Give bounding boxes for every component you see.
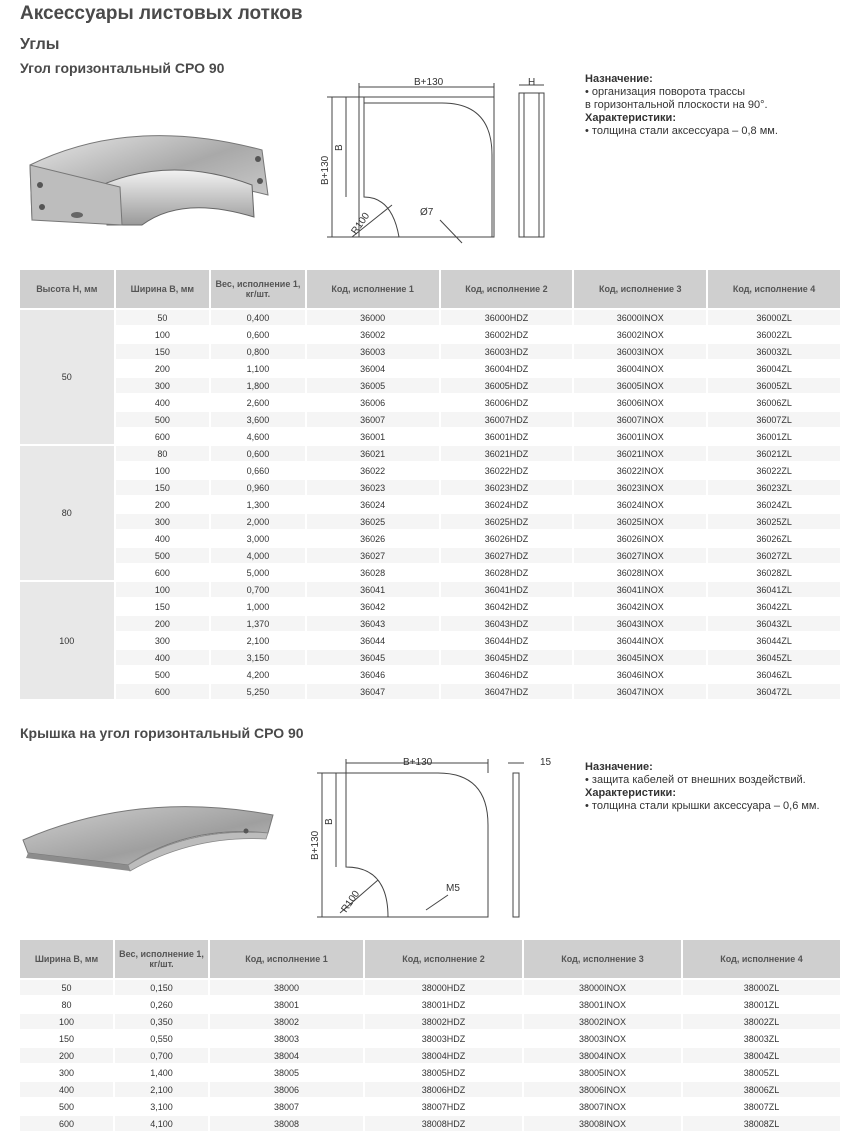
table-cell: 36028INOX xyxy=(574,565,706,580)
table-cell: 36047INOX xyxy=(574,684,706,699)
table-cell: 38004INOX xyxy=(524,1048,681,1063)
dim-top: B+130 xyxy=(403,757,433,768)
table-row xyxy=(20,497,840,512)
page-title: Аксессуары листовых лотков xyxy=(20,3,303,24)
table-cell: 38003HDZ xyxy=(365,1031,522,1046)
purpose-label: Назначение: xyxy=(585,73,653,85)
table-cell: 36001INOX xyxy=(574,429,706,444)
dim-left: B+130 xyxy=(310,830,321,860)
table-header: Вес, исполнение 1, кг/шт. xyxy=(211,270,305,308)
table-cell: 36002ZL xyxy=(708,327,840,342)
table-cell: 38006HDZ xyxy=(365,1082,522,1097)
table-header: Код, исполнение 1 xyxy=(307,270,439,308)
product2-title: Крышка на угол горизонтальный СРО 90 xyxy=(20,725,304,741)
table-row xyxy=(20,650,840,665)
table-cell: 36001HDZ xyxy=(441,429,573,444)
table-cell: 150 xyxy=(116,480,210,495)
table-cell: 400 xyxy=(20,1082,113,1097)
table-cell: 300 xyxy=(20,1065,113,1080)
table-cell: 100 xyxy=(116,582,210,597)
table-cell: 36046ZL xyxy=(708,667,840,682)
table-cell: 36022HDZ xyxy=(441,463,573,478)
table-cell: 36023 xyxy=(307,480,439,495)
table-cell: 36043 xyxy=(307,616,439,631)
dim-b: B xyxy=(324,818,335,825)
table-cell: 36025ZL xyxy=(708,514,840,529)
table-cell: 36005HDZ xyxy=(441,378,573,393)
product1-info xyxy=(585,73,845,138)
table-cell: 36021 xyxy=(307,446,439,461)
table-cell: 38000ZL xyxy=(683,980,840,995)
table-row xyxy=(20,531,840,546)
table-cell: 0,700 xyxy=(211,582,305,597)
table-cell: 36007ZL xyxy=(708,412,840,427)
table-cell: 36007 xyxy=(307,412,439,427)
table-cell: 36041 xyxy=(307,582,439,597)
table-cell: 38001HDZ xyxy=(365,997,522,1012)
table-cell: 36006INOX xyxy=(574,395,706,410)
table-cell: 36007INOX xyxy=(574,412,706,427)
table-cell: 1,370 xyxy=(211,616,305,631)
table-cell: 38007INOX xyxy=(524,1099,681,1114)
height-cell: 80 xyxy=(20,446,114,580)
table-cell: 36003HDZ xyxy=(441,344,573,359)
table-header: Ширина B, мм xyxy=(116,270,210,308)
table-cell: 300 xyxy=(116,378,210,393)
table-cell: 36044INOX xyxy=(574,633,706,648)
table-header: Код, исполнение 3 xyxy=(524,940,681,978)
table-cell: 36026 xyxy=(307,531,439,546)
table-row xyxy=(20,446,840,461)
table-cell: 36006HDZ xyxy=(441,395,573,410)
tray-corner-drawing xyxy=(312,75,562,250)
table-cell: 38002INOX xyxy=(524,1014,681,1029)
table-cell: 80 xyxy=(116,446,210,461)
table-cell: 36021INOX xyxy=(574,446,706,461)
table-cell: 38003ZL xyxy=(683,1031,840,1046)
table-cell: 38001ZL xyxy=(683,997,840,1012)
table-cell: 3,000 xyxy=(211,531,305,546)
purpose-line: • организация поворота трассы xyxy=(585,86,746,98)
table-row xyxy=(20,1048,840,1063)
table-cell: 36028HDZ xyxy=(441,565,573,580)
table-cell: 80 xyxy=(20,997,113,1012)
table-cell: 38007HDZ xyxy=(365,1099,522,1114)
table-cell: 36004HDZ xyxy=(441,361,573,376)
table-cell: 500 xyxy=(116,548,210,563)
table-cell: 0,700 xyxy=(115,1048,208,1063)
table-cell: 0,800 xyxy=(211,344,305,359)
table-cell: 200 xyxy=(116,361,210,376)
table-cell: 0,350 xyxy=(115,1014,208,1029)
table-cell: 0,600 xyxy=(211,327,305,342)
table-cell: 36004ZL xyxy=(708,361,840,376)
table-cell: 36041INOX xyxy=(574,582,706,597)
table-row xyxy=(20,1082,840,1097)
table-cell: 200 xyxy=(20,1048,113,1063)
table-cell: 36024 xyxy=(307,497,439,512)
table-cell: 300 xyxy=(116,514,210,529)
spec-line: • толщина стали аксессуара – 0,8 мм. xyxy=(585,125,778,137)
table-cell: 36021HDZ xyxy=(441,446,573,461)
cover-corner-photo xyxy=(18,795,280,885)
table-cell: 36027 xyxy=(307,548,439,563)
table-cell: 3,150 xyxy=(211,650,305,665)
table-cell: 0,550 xyxy=(115,1031,208,1046)
table-cell: 0,400 xyxy=(211,310,305,325)
table-cell: 36022INOX xyxy=(574,463,706,478)
table-cell: 38004HDZ xyxy=(365,1048,522,1063)
table-cell: 38000 xyxy=(210,980,363,995)
table-cell: 4,100 xyxy=(115,1116,208,1131)
table-cell: 150 xyxy=(116,344,210,359)
table-cell: 36045 xyxy=(307,650,439,665)
table-cell: 500 xyxy=(116,412,210,427)
table-cell: 38000INOX xyxy=(524,980,681,995)
table-cell: 0,660 xyxy=(211,463,305,478)
dim-left: B+130 xyxy=(320,155,331,185)
spec-label: Характеристики: xyxy=(585,787,676,799)
table-cell: 38003 xyxy=(210,1031,363,1046)
table-cell: 36005ZL xyxy=(708,378,840,393)
table-row xyxy=(20,1031,840,1046)
table-cell: 36028ZL xyxy=(708,565,840,580)
table-cell: 100 xyxy=(20,1014,113,1029)
table-row xyxy=(20,633,840,648)
table-cell: 38008 xyxy=(210,1116,363,1131)
table-cell: 38001 xyxy=(210,997,363,1012)
table-cell: 36027INOX xyxy=(574,548,706,563)
table-cell: 200 xyxy=(116,497,210,512)
table-cell: 36042INOX xyxy=(574,599,706,614)
table-cell: 36001 xyxy=(307,429,439,444)
table-cell: 0,960 xyxy=(211,480,305,495)
table-cell: 38002HDZ xyxy=(365,1014,522,1029)
table-cell: 36044 xyxy=(307,633,439,648)
table-cell: 150 xyxy=(20,1031,113,1046)
product2-info xyxy=(585,761,845,813)
table-cell: 36006ZL xyxy=(708,395,840,410)
table-cell: 38005INOX xyxy=(524,1065,681,1080)
table-cell: 36042 xyxy=(307,599,439,614)
table-cell: 500 xyxy=(116,667,210,682)
table-cell: 36025HDZ xyxy=(441,514,573,529)
table-cell: 1,300 xyxy=(211,497,305,512)
table-cell: 400 xyxy=(116,395,210,410)
table-cell: 36042HDZ xyxy=(441,599,573,614)
cover-corner-drawing xyxy=(308,755,558,925)
table-row xyxy=(20,463,840,478)
table-cell: 38008ZL xyxy=(683,1116,840,1131)
table-cell: 200 xyxy=(116,616,210,631)
table-cell: 36001ZL xyxy=(708,429,840,444)
table-row xyxy=(20,480,840,495)
table-cell: 36044ZL xyxy=(708,633,840,648)
table-cell: 36000HDZ xyxy=(441,310,573,325)
table-cell: 38007 xyxy=(210,1099,363,1114)
table-cell: 1,000 xyxy=(211,599,305,614)
dim-top: B+130 xyxy=(414,77,444,88)
spec-label: Характеристики: xyxy=(585,112,676,124)
table-cell: 36045INOX xyxy=(574,650,706,665)
table-cell: 36047ZL xyxy=(708,684,840,699)
table-cell: 36045ZL xyxy=(708,650,840,665)
dim-r: R100 xyxy=(339,888,363,915)
table-row xyxy=(20,582,840,597)
table-cell: 36004 xyxy=(307,361,439,376)
table-row xyxy=(20,344,840,359)
table-row xyxy=(20,361,840,376)
table-cell: 36002INOX xyxy=(574,327,706,342)
table-cell: 4,000 xyxy=(211,548,305,563)
table-cell: 400 xyxy=(116,531,210,546)
table-cell: 36003INOX xyxy=(574,344,706,359)
table-cell: 36043HDZ xyxy=(441,616,573,631)
table-cell: 36042ZL xyxy=(708,599,840,614)
table-header: Ширина B, мм xyxy=(20,940,113,978)
tray-corner-photo xyxy=(22,125,274,235)
table-cell: 500 xyxy=(20,1099,113,1114)
table-cell: 50 xyxy=(20,980,113,995)
table-cell: 36003ZL xyxy=(708,344,840,359)
table-cell: 36041HDZ xyxy=(441,582,573,597)
table-cell: 2,000 xyxy=(211,514,305,529)
table-cell: 1,800 xyxy=(211,378,305,393)
table-cell: 36023INOX xyxy=(574,480,706,495)
table-cell: 400 xyxy=(116,650,210,665)
table-row xyxy=(20,429,840,444)
table-cell: 38008HDZ xyxy=(365,1116,522,1131)
table-cell: 36024ZL xyxy=(708,497,840,512)
table-cell: 38005 xyxy=(210,1065,363,1080)
table-cell: 38000HDZ xyxy=(365,980,522,995)
table-row xyxy=(20,378,840,393)
table-cell: 1,100 xyxy=(211,361,305,376)
table-cell: 38004ZL xyxy=(683,1048,840,1063)
product1-table xyxy=(18,268,842,701)
table-cell: 36043INOX xyxy=(574,616,706,631)
table-row xyxy=(20,667,840,682)
table-cell: 36023HDZ xyxy=(441,480,573,495)
table-header: Код, исполнение 2 xyxy=(441,270,573,308)
table-cell: 36002 xyxy=(307,327,439,342)
table-row xyxy=(20,684,840,699)
table-cell: 150 xyxy=(116,599,210,614)
table-row xyxy=(20,1099,840,1114)
table-cell: 36046INOX xyxy=(574,667,706,682)
table-cell: 36002HDZ xyxy=(441,327,573,342)
table-cell: 2,100 xyxy=(211,633,305,648)
table-cell: 1,400 xyxy=(115,1065,208,1080)
table-cell: 36046 xyxy=(307,667,439,682)
table-cell: 38007ZL xyxy=(683,1099,840,1114)
table-cell: 38006ZL xyxy=(683,1082,840,1097)
table-cell: 36003 xyxy=(307,344,439,359)
dim-h: H xyxy=(528,77,536,88)
table-row xyxy=(20,548,840,563)
table-cell: 36045HDZ xyxy=(441,650,573,665)
table-cell: 38006INOX xyxy=(524,1082,681,1097)
purpose-label: Назначение: xyxy=(585,761,653,773)
table-cell: 36047HDZ xyxy=(441,684,573,699)
product2-table xyxy=(18,938,842,1133)
table-header: Код, исполнение 4 xyxy=(708,270,840,308)
table-cell: 36044HDZ xyxy=(441,633,573,648)
table-cell: 38003INOX xyxy=(524,1031,681,1046)
table-cell: 36026ZL xyxy=(708,531,840,546)
purpose-line: в горизонтальной плоскости на 90°. xyxy=(585,99,768,111)
table-cell: 38004 xyxy=(210,1048,363,1063)
table-cell: 36047 xyxy=(307,684,439,699)
table-cell: 100 xyxy=(116,327,210,342)
table-cell: 36025INOX xyxy=(574,514,706,529)
table-cell: 36000 xyxy=(307,310,439,325)
purpose-line: • защита кабелей от внешних воздействий. xyxy=(585,774,806,786)
table-header: Высота H, мм xyxy=(20,270,114,308)
dim-r: R100 xyxy=(349,210,373,237)
height-cell: 50 xyxy=(20,310,114,444)
table-cell: 36005INOX xyxy=(574,378,706,393)
table-row xyxy=(20,599,840,614)
table-cell: 36000ZL xyxy=(708,310,840,325)
table-row xyxy=(20,997,840,1012)
table-cell: 600 xyxy=(116,565,210,580)
table-cell: 36007HDZ xyxy=(441,412,573,427)
table-row xyxy=(20,1116,840,1131)
table-cell: 4,200 xyxy=(211,667,305,682)
table-cell: 36023ZL xyxy=(708,480,840,495)
table-cell: 36026INOX xyxy=(574,531,706,546)
table-cell: 38002 xyxy=(210,1014,363,1029)
table-header: Вес, исполнение 1, кг/шт. xyxy=(115,940,208,978)
table-cell: 300 xyxy=(116,633,210,648)
table-cell: 36028 xyxy=(307,565,439,580)
table-row xyxy=(20,395,840,410)
table-cell: 36004INOX xyxy=(574,361,706,376)
table-cell: 36005 xyxy=(307,378,439,393)
table-cell: 38002ZL xyxy=(683,1014,840,1029)
table-header: Код, исполнение 2 xyxy=(365,940,522,978)
table-cell: 36021ZL xyxy=(708,446,840,461)
table-cell: 3,600 xyxy=(211,412,305,427)
table-cell: 38006 xyxy=(210,1082,363,1097)
table-cell: 36026HDZ xyxy=(441,531,573,546)
table-cell: 36022 xyxy=(307,463,439,478)
table-header: Код, исполнение 1 xyxy=(210,940,363,978)
table-row xyxy=(20,310,840,325)
table-cell: 36041ZL xyxy=(708,582,840,597)
section-title: Углы xyxy=(20,36,60,53)
table-row xyxy=(20,980,840,995)
table-row xyxy=(20,514,840,529)
dim-m: M5 xyxy=(446,883,460,894)
table-cell: 36027HDZ xyxy=(441,548,573,563)
table-cell: 3,100 xyxy=(115,1099,208,1114)
dim-d: Ø7 xyxy=(420,207,434,218)
table-header: Код, исполнение 4 xyxy=(683,940,840,978)
table-cell: 5,000 xyxy=(211,565,305,580)
table-row xyxy=(20,565,840,580)
height-cell: 100 xyxy=(20,582,114,699)
table-cell: 38008INOX xyxy=(524,1116,681,1131)
product1-title: Угол горизонтальный СРО 90 xyxy=(20,60,225,76)
table-cell: 36000INOX xyxy=(574,310,706,325)
table-header: Код, исполнение 3 xyxy=(574,270,706,308)
table-cell: 5,250 xyxy=(211,684,305,699)
table-cell: 2,600 xyxy=(211,395,305,410)
table-row xyxy=(20,616,840,631)
dim-b: B xyxy=(334,144,345,151)
table-cell: 36043ZL xyxy=(708,616,840,631)
table-row xyxy=(20,1065,840,1080)
table-cell: 36024INOX xyxy=(574,497,706,512)
table-cell: 36025 xyxy=(307,514,439,529)
table-cell: 38001INOX xyxy=(524,997,681,1012)
table-cell: 38005ZL xyxy=(683,1065,840,1080)
table-cell: 38005HDZ xyxy=(365,1065,522,1080)
table-row xyxy=(20,412,840,427)
table-row xyxy=(20,327,840,342)
table-row xyxy=(20,1014,840,1029)
table-cell: 0,260 xyxy=(115,997,208,1012)
table-cell: 600 xyxy=(20,1116,113,1131)
table-cell: 600 xyxy=(116,429,210,444)
table-cell: 2,100 xyxy=(115,1082,208,1097)
table-cell: 4,600 xyxy=(211,429,305,444)
table-cell: 100 xyxy=(116,463,210,478)
table-cell: 50 xyxy=(116,310,210,325)
table-cell: 0,600 xyxy=(211,446,305,461)
dim-w: 15 xyxy=(540,757,552,768)
table-cell: 36027ZL xyxy=(708,548,840,563)
spec-line: • толщина стали крышки аксессуара – 0,6 мм. xyxy=(585,800,820,812)
table-cell: 36024HDZ xyxy=(441,497,573,512)
table-cell: 600 xyxy=(116,684,210,699)
table-cell: 0,150 xyxy=(115,980,208,995)
table-cell: 36046HDZ xyxy=(441,667,573,682)
table-cell: 36022ZL xyxy=(708,463,840,478)
table-cell: 36006 xyxy=(307,395,439,410)
